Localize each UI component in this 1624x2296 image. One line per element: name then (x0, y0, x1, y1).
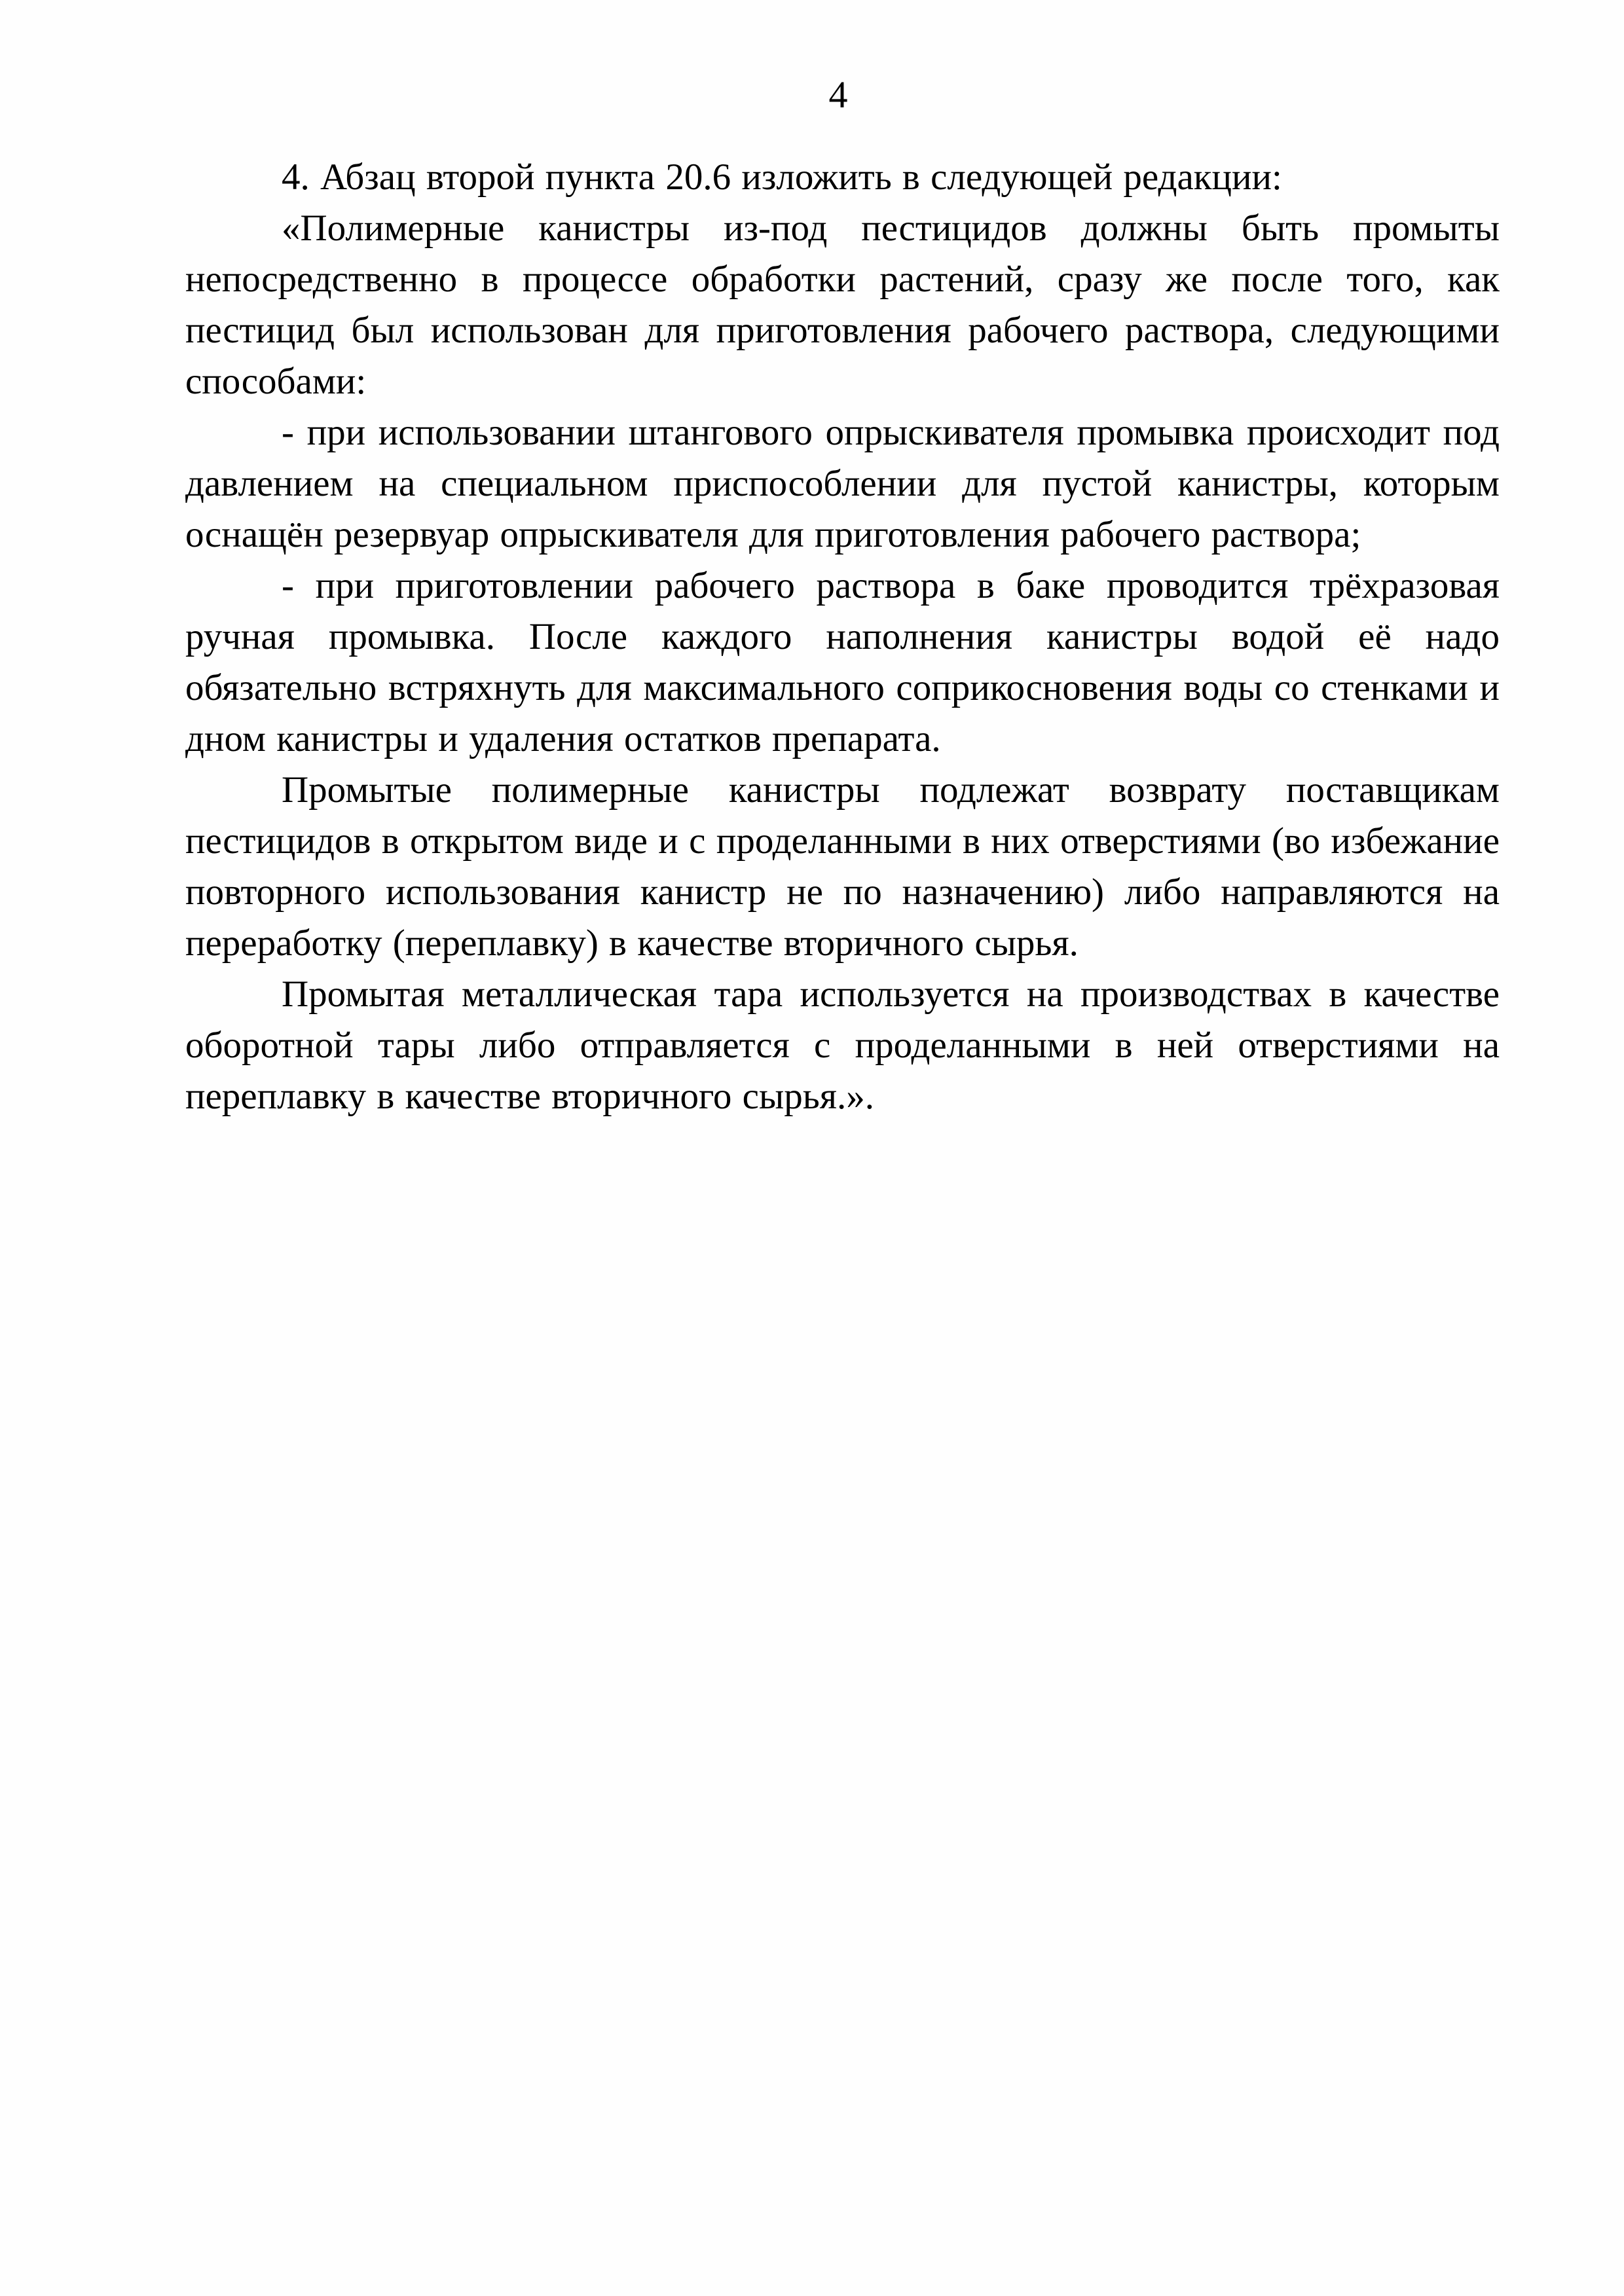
paragraph-heading: 4. Абзац второй пункта 20.6 изложить в следующей редакции: (282, 156, 1282, 198)
paragraph-method-sprayer: - при использовании штангового опрыскивателя промывка происходит под давлением на специальном приспособлении для пустой канистры, которым оснащён резервуар опрыскивателя для приготовления рабочего раствора; (185, 412, 1500, 555)
paragraph-method-manual-rinse: - при приготовлении рабочего раствора в баке проводится трёхразовая ручная промывка. После каждого наполнения канистры водой её надо обязательно встряхнуть для максимального соприкосновения воды со стенками и дном канистры и удаления остатков препарата. (185, 565, 1500, 759)
paragraph-metal-containers: Промытая металлическая тара используется на производствах в качестве оборотной тары либо отправляется с проделанными в ней отверстиями на переплавку в качестве вторичного сырья.». (185, 974, 1500, 1117)
page-number: 4 (828, 73, 848, 116)
paragraph-polymer-canisters-return: Промытые полимерные канистры подлежат возврату поставщикам пестицидов в открытом виде и с проделанными в них отверстиями (во избежание повторного использования канистр не по назначению) либо направляются на переработку (переплавку) в качестве вторичного сырья. (185, 769, 1500, 964)
paragraph-intro: «Полимерные канистры из-под пестицидов должны быть промыты непосредственно в процессе обработки растений, сразу же после того, как пестицид был использован для приготовления рабочего раствора, следующими способами: (185, 208, 1500, 402)
document-body (185, 152, 1500, 1122)
